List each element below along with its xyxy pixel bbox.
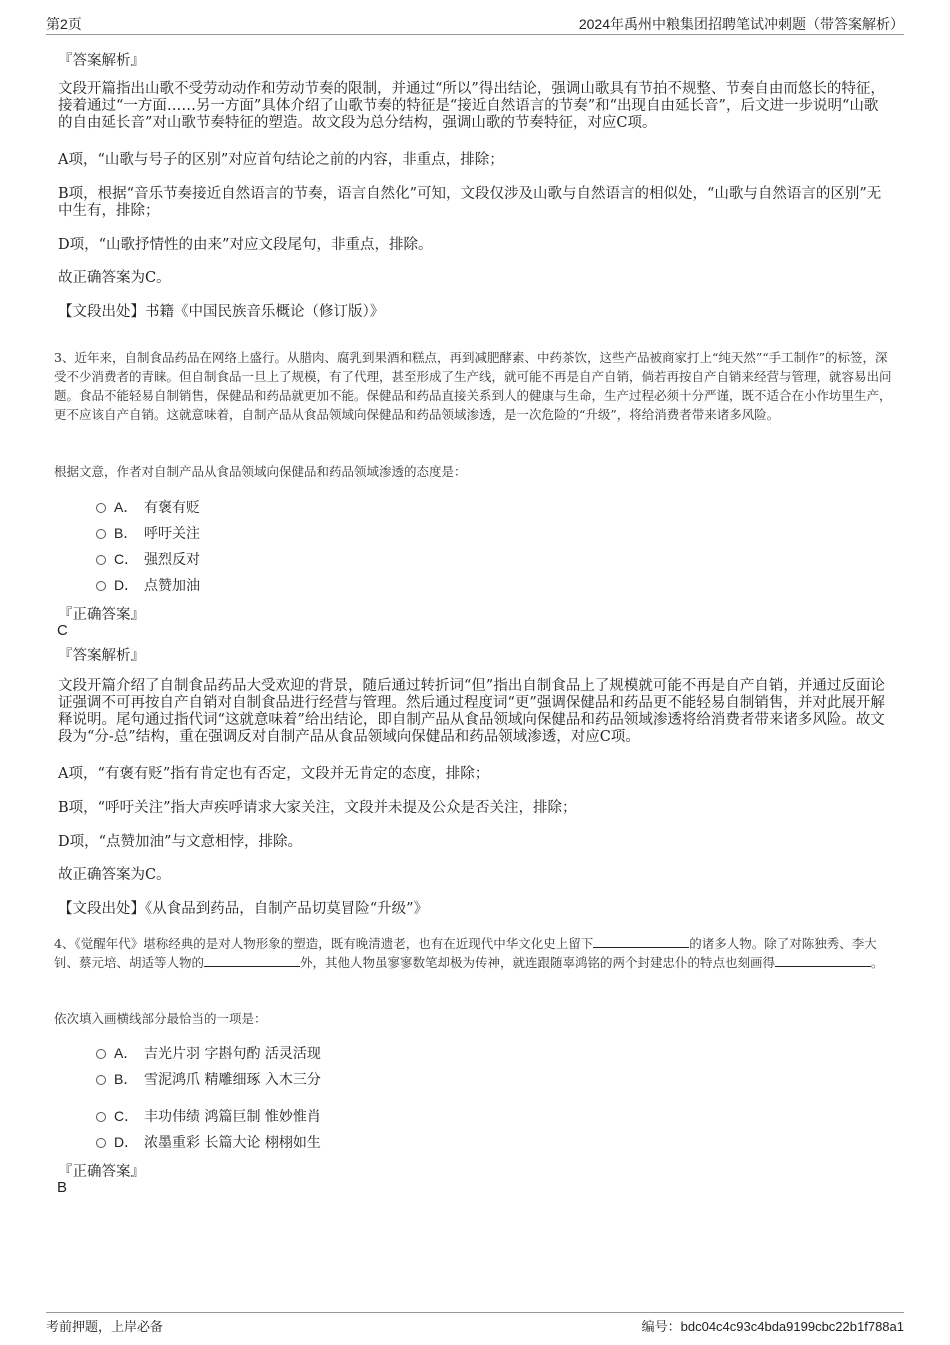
q4-question: 依次填入画横线部分最恰当的一项是： [54,1011,267,1026]
q3-option-a[interactable]: A． 有褒有贬 [96,498,200,516]
q2-option-b-note: B项，根据“音乐节奏接近自然语言的节奏，语言自然化”可知，文段仅涉及山歌与自然语言的相似处，“山歌与自然语言的区别”无中生有，排除； [58,186,882,219]
q3-option-d-note: D项，“点赞加油”与文意相悖，排除。 [58,834,302,850]
q3-analysis-label: 『答案解析』 [58,648,145,664]
q4-answer-label: 『正确答案』 [58,1164,145,1180]
page-number: 第2页 [46,16,82,32]
q2-analysis-text: 文段开篇指出山歌不受劳动动作和劳动节奏的限制，并通过“所以”得出结论，强调山歌具有节拍不规整、节奏自由而悠长的特征，接着通过“一方面……另一方面”具体介绍了山歌节奏的特征是“接近自然语言的节奏”和“出现自由延长音”，后文进一步说明“山歌的自由延长音”对山歌节奏特征的塑造。故文段为总分结构，强调山歌的节奏特征，对应C项。 [58,81,885,131]
q3-option-b-text: 呼吁关注 [144,526,200,542]
radio-button-icon[interactable] [96,1138,106,1148]
document-title: 2024年禹州中粮集团招聘笔试冲刺题（带答案解析） [578,16,904,32]
q4-option-a-text: 吉光片羽 字斟句酌 活灵活现 [144,1046,321,1062]
document-code: 编号：bdc04c4c93c4bda9199cbc22b1f788a1 [641,1319,904,1335]
radio-button-icon[interactable] [96,503,106,513]
q4-option-c-text: 丰功伟绩 鸿篇巨制 惟妙惟肖 [144,1109,321,1125]
q3-option-b-note: B项，“呼吁关注”指大声疾呼请求大家关注，文段并未提及公众是否关注，排除； [58,800,577,816]
fill-blank-2[interactable] [204,954,300,967]
q3-source: 【文段出处】《从食品到药品，自制产品切莫冒险“升级”》 [58,901,429,917]
q3-option-a-note: A项，“有褒有贬”指有肯定也有否定，文段并无肯定的态度，排除； [58,766,490,782]
q3-option-d-text: 点赞加油 [144,578,200,594]
q2-analysis-label: 『答案解析』 [58,53,145,69]
q4-option-c[interactable]: C． 丰功伟绩 鸿篇巨制 惟妙惟肖 [96,1107,321,1125]
q2-conclusion: 故正确答案为C。 [58,270,171,286]
radio-button-icon[interactable] [96,555,106,565]
q3-analysis-text: 文段开篇介绍了自制食品药品大受欢迎的背景，随后通过转折词“但”指出自制食品上了规模就可能不再是自产自销，并通过反面论证强调不可再按自产自销对自制食品进行经营与管理。然后通过程度词“更”强调保健品和药品更不能轻易自制销售，并对此展开解释说明。尾句通过指代词“这就意味着”给出结论，即自制产品从食品领域向保健品和药品领域渗透将给消费者带来诸多风险。故文段为“分-总”结构，重在强调反对自制产品从食品领域向保健品和药品领域渗透，对应C项。 [58,678,885,745]
footer-slogan: 考前押题，上岸必备 [46,1320,164,1335]
q3-option-d[interactable]: D． 点赞加油 [96,576,200,594]
radio-button-icon[interactable] [96,1112,106,1122]
radio-button-icon[interactable] [96,581,106,591]
q3-option-c[interactable]: C． 强烈反对 [96,550,200,568]
q2-source: 【文段出处】书籍《中国民族音乐概论（修订版）》 [58,304,385,320]
page-footer [46,1312,904,1335]
q3-option-b[interactable]: B． 呼吁关注 [96,524,200,542]
q4-option-d[interactable]: D． 浓墨重彩 长篇大论 栩栩如生 [96,1133,321,1151]
radio-button-icon[interactable] [96,1075,106,1085]
q3-answer-label: 『正确答案』 [58,607,145,623]
q4-answer: B [57,1179,68,1196]
q4-option-d-text: 浓墨重彩 长篇大论 栩栩如生 [144,1135,321,1151]
q2-option-a-note: A项，“山歌与号子的区别”对应首句结论之前的内容，非重点，排除； [58,152,504,168]
q4-option-b-text: 雪泥鸿爪 精雕细琢 入木三分 [144,1072,321,1088]
q2-option-d-note: D项，“山歌抒情性的由来”对应文段尾句，非重点，排除。 [58,237,433,253]
radio-button-icon[interactable] [96,529,106,539]
q4-option-b[interactable]: B． 雪泥鸿爪 精雕细琢 入木三分 [96,1070,321,1088]
fill-blank-3[interactable] [775,954,871,967]
q4-option-a[interactable]: A． 吉光片羽 字斟句酌 活灵活现 [96,1044,321,1062]
q3-stem: 3、近年来，自制食品药品在网络上盛行。从腊肉、腐乳到果酒和糕点，再到减肥酵素、中药茶饮，这些产品被商家打上“纯天然”“手工制作”的标签，深受不少消费者的青睐。但自制食品一旦上了规模，有了代理，甚至形成了生产线，就可能不再是自产自销，倘若再按自产自销来经营与管理，就容易出问题。食品不能轻易自制销售，保健品和药品就更加不能。保健品和药品直接关系到人的健康与生命，生产过程必须十分严谨，既不适合在小作坊里生产，更不应该自产自销。这就意味着，自制产品从食品领域向保健品和药品领域渗透，是一次危险的“升级”，将给消费者带来诸多风险。 [54,350,892,422]
q3-answer: C [57,622,68,639]
q3-option-a-text: 有褒有贬 [144,500,200,516]
radio-button-icon[interactable] [96,1049,106,1059]
page-header [46,12,904,35]
q3-option-c-text: 强烈反对 [144,552,200,568]
fill-blank-1[interactable] [593,935,689,948]
q3-question: 根据文意，作者对自制产品从食品领域向保健品和药品领域渗透的态度是： [54,464,467,479]
q4-stem: 4、《觉醒年代》堪称经典的是对人物形象的塑造，既有晚清遗老，也有在近现代中华文化史上留下 的诸多人物。除了对陈独秀、李大钊、蔡元培、胡适等人物的 外，其他人物虽寥寥数笔却极为传神，就连跟随辜鸿铭的两个封建忠仆的特点也刻画得 。 [54,936,884,970]
q3-conclusion: 故正确答案为C。 [58,867,171,883]
